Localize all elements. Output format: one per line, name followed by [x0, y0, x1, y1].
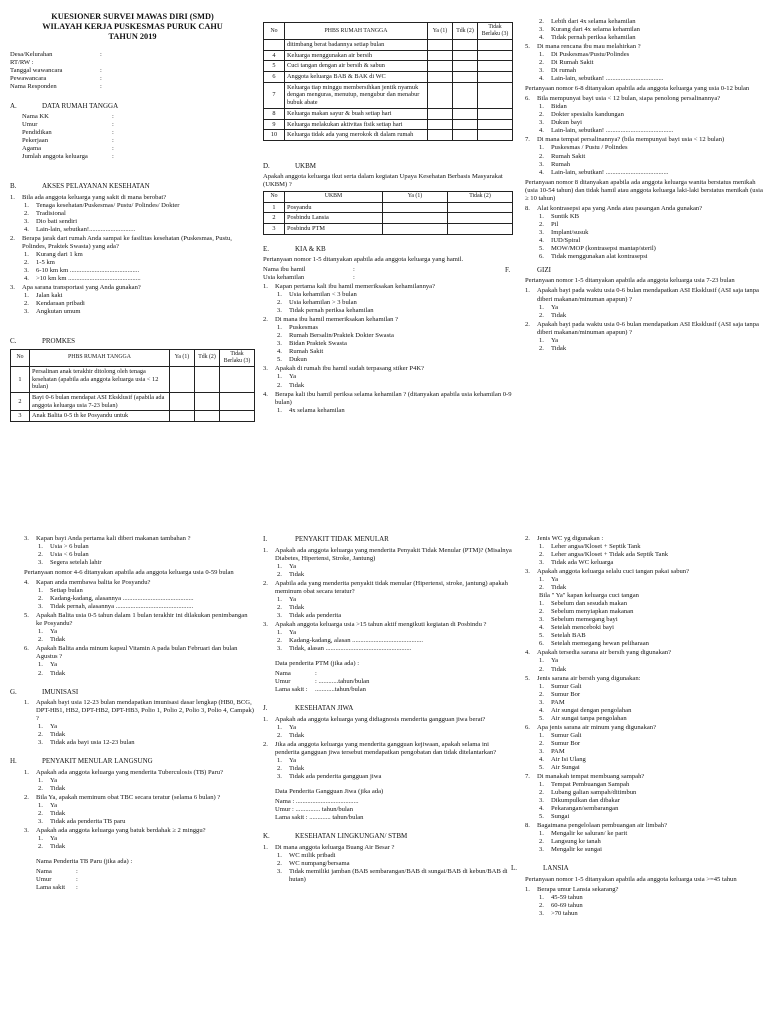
table-row: 2 Posbindu Lansia [264, 213, 513, 224]
answer-cell[interactable] [448, 213, 513, 224]
page-bottom-half [0, 520, 768, 1025]
answer-cell[interactable] [428, 119, 453, 130]
table-row: 4 Keluarga menggunakan air bersih [264, 50, 513, 61]
answer-cell[interactable] [478, 108, 513, 119]
table-row: ditimbang berat badannya setiap bulan [264, 40, 513, 51]
answer-cell[interactable] [453, 82, 478, 108]
table-row: 1 Persalinan anak terakhir ditolong oleh tenaga kesehatan (apabila ada anggota keluarga usia < 12 bulan) [11, 366, 255, 392]
phbs-table-part2: No PHBS RUMAH TANGGA Ya (1) Tdk (2) Tidak Berlaku (3) ditimbang berat badannya setiap bulan 4 Keluarga menggunakan air bersih 5 Cuci tangan dengan air bersih & sabun 6 Anggota keluarga BAB & BAK di WC 7 Keluarga tiap minggu membersihkan jentik nyamuk dengan menguras, menutup, mengubur dan menabur bubuk abate 8 Keluarga makan sayur & buah setiap hari 9 Keluarga melakukan aktivitas fisik setiap hari 10 Keluarga tidak ada yang merokok di dalam rumah [263, 22, 513, 141]
ukbm-table: No UKBM Ya (1) Tidak (2) 1 Posyandu 2 Posbindu Lansia 3 Posbindu PTM [263, 191, 513, 234]
section-b-questions: 1. Bila ada anggota keluarga yang sakit di mana berobat? 1. Tenaga kesehatan/Puskesmas/ Pustu/ Polindes/ Dokter 2. Tradisional 3. Dio bati sendiri 4. Lain-lain, sebutkan!............................ 2. Berapa jarak dari rumah Anda sampai ke fasilitas kesehatan (Puskesmas, Pustu, Polindes, Praktek Swasta) yang ada? 1. Kurang dari 1 km 2. 1-5 km 3. 6-10 km km .......................................... 4. >10 km km ............................................ 3. Apa sarana transportasi yang Anda gunakan? 1. Jalan kaki 2. Kendaraan pribadi 3. Angkutan umum [10, 193, 232, 316]
table-row: 5 Cuci tangan dengan air bersih & sabun [264, 61, 513, 72]
answer-cell[interactable] [170, 392, 195, 410]
answer-cell[interactable] [428, 72, 453, 83]
table-row: 8 Keluarga makan sayur & buah setiap hari [264, 108, 513, 119]
answer-cell[interactable] [453, 72, 478, 83]
section-g-heading: G. IMUNISASI [10, 687, 79, 696]
answer-cell[interactable] [220, 366, 255, 392]
answer-cell[interactable] [170, 411, 195, 422]
answer-cell[interactable] [478, 61, 513, 72]
answer-cell[interactable] [383, 213, 448, 224]
answer-cell[interactable] [478, 72, 513, 83]
header-field: Desa/Kelurahan : [10, 51, 102, 59]
answer-cell[interactable] [383, 223, 448, 234]
answer-cell[interactable] [453, 40, 478, 51]
section-j-heading: J. KESEHATAN JIWA [263, 704, 354, 713]
column-5: I. PENYAKIT TIDAK MENULAR 1. Apakah ada anggota keluarga yang menderita Penyakit Tidak Menular (PTM)? (Misalnya Diabetes, Hipertensi, Stroke, Jantung) 1. Ya 2. Tidak 2. Apabila ada yang menderita penyakit tidak menular (Hipertensi, stroke, jantung) apakah meminum obat secara teratur? 1. Ya 2. Tidak 3. Tidak ada penderita 3. Apakah anggota keluarga usia >15 tahun aktif mengikuti kegiatan di Posbindu ? 1. Ya 2. Kadang-kadang, alasan ........................................... 3. Tidak, alasan .................................................... Data penderita PTM (jika ada) : Nama : Umur : ............tahun/bulan Lama sakit : ............tahun/bulan J. KESEHATAN JIWA 1. Apakah ada anggota keluarga yang didiagnosis menderita gangguan jiwa berat? 1. Ya 2. Tidak 2. Jika ada anggota keluarga yang menderita gangguan kejiwaan, apakah selama ini penderita gangguan jiwa tersebut mendapatkan pengobatan dan tidak ditelantarkan? 1. Ya 2. Tidak 3. Tidak ada penderita gangguan jiwa Data Penderita Gangguan Jiwa (jika ada) Nama : ...................................... Umur : ............... tahun/bulan Lama sakit : ............. tahun/bulan K. KESEHATAN LINGKUNGAN/ STBM 1. Di mana anggota keluarga Buang Air Besar ? 1. WC milik pribadi 2. WC numpang/bersama 3. Tidak memiliki jamban (BAB sembarangan/BAB di sungai/BAB di kebun/BAB di hutan) [263, 535, 512, 883]
answer-cell[interactable] [478, 82, 513, 108]
section-c-heading: C. PROMKES [10, 337, 76, 346]
column-2: No PHBS RUMAH TANGGA Ya (1) Tdk (2) Tidak Berlaku (3) ditimbang berat badannya setiap bulan 4 Keluarga menggunakan air bersih 5 Cuci tangan dengan air bersih & sabun 6 Anggota keluarga BAB & BAK di WC 7 Keluarga tiap minggu membersihkan jentik nyamuk dengan menguras, menutup, mengubur dan menabur bubuk abate 8 Keluarga makan sayur & buah setiap hari 9 Keluarga melakukan aktivitas fisik setiap hari 10 Keluarga tidak ada yang merokok di dalam rumah D. UKBM Apakah anggota keluarga ikut serta dalam kegiatan Upaya Kesehatan Berbasis Masyarakat (UKBM) ? No UKBM Ya (1) Tidak (2) 1 Posyandu 2 Posbindu Lansia 3 Posbindu PTM E. KIA & KB Pertanyaan nomor 1-5 ditanyakan apabila ada anggota keluarga yang hamil. Nama ibu hamil : Usia kehamilan : 1. Kapan pertama kali ibu hamil memeriksakan kehamilannya? 1. Usia kehamilan < 3 bulan 2. Usia kehamilan > 3 bulan 3. Tidak pernah periksa kehamilan 2. Di mana ibu hamil memeriksakan kehamilan ? 1. Puskesmas 2. Rumah Bersalin/Praktek Dokter Swasta 3. Bidan Praktek Swasta 4. Rumah Sakit 5. Dukun 3. Apakah di rumah ibu hamil sudah terpasang stiker P4K? 1. Ya 2. Tidak 4. Berapa kali ibu hamil periksa selama kehamilan ? (ditanyakan apabila usia kehamilan 0-9 bulan) 1. 4x selama kehamilan [263, 24, 512, 414]
section-a-fields: Nama KK : Umur : Pendidikan : Pekerjaan : Agama : Jumlah anggota keluarga : [22, 113, 114, 161]
table-row: 6 Anggota keluarga BAB & BAK di WC [264, 72, 513, 83]
section-a-heading: A. DATA RUMAH TANGGA [10, 101, 119, 110]
section-f-heading: F. GIZI [505, 265, 551, 274]
header-field: Pewawancara : [10, 75, 102, 83]
section-e-intro: Pertanyaan nomor 1-5 ditanyakan apabila ada anggota keluarga yang hamil. [263, 256, 464, 264]
header-field: Nama Responden : [10, 83, 102, 91]
answer-cell[interactable] [453, 108, 478, 119]
answer-cell[interactable] [428, 82, 453, 108]
table-row: 7 Keluarga tiap minggu membersihkan jentik nyamuk dengan menguras, menutup, mengubur dan menabur bubuk abate [264, 82, 513, 108]
title-line: WILAYAH KERJA PUSKESMAS PURUK CAHU [42, 21, 223, 31]
table-row: 3 Anak Balita 0-5 th ke Posyandu untuk [11, 411, 255, 422]
title-line: TAHUN 2019 [108, 31, 157, 41]
answer-cell[interactable] [428, 50, 453, 61]
section-b-heading: B. AKSES PELAYANAN KESEHATAN [10, 182, 150, 191]
answer-cell[interactable] [428, 61, 453, 72]
header-field: RT/RW : [10, 59, 34, 67]
answer-cell[interactable] [195, 392, 220, 410]
column-3: 2. Lebih dari 4x selama kehamilan 3. Kurang dari 4x selama kehamilan 4. Tidak pernah periksa kehamilan 5. Di mana rencana ibu mau melahirkan ? 1. Di Puskesmas/Pustu/Polindes 2. Di Rumah Sakit 3. Di rumah 4. Lain-lain, sebutkan! ................................... Pertanyaan nomor 6-8 ditanyakan apabila ada anggota keluarga yang usia 0-12 bulan 6. Bila mempunyai bayi usia < 12 bulan, siapa penolong persalinannya? 1. Bidan 2. Dokter spesialis kandungan 3. Dukun bayi 4. Lain-lain, sebutkan! ......................................... 7. Di mana tempat persalinannya? (bila mempunyai bayi usia < 12 bulan) 1. Puskesmas / Pustu / Polindes 2. Rumah Sakit 3. Rumah 4. Lain-lain, sebutkan! ...................................... Pertanyaan nomor 8 ditanyakan apabila ada anggota keluarga wanita berstatus menikah (usia 10-54 tahun) dan tidak hamil atau anggota keluarga laki-laki berstatus menikah (usia ≥ 10 tahun) 8. Alat kontrasepsi apa yang Anda atau pasangan Anda gunakan? 1. Suntik KB 2. Pil 3. Implant/susuk 4. IUD/Spiral 5. MOW/MOP (kontrasepsi mantap/steril) 6. Tidak menggunakan alat kontrasepsi F. GIZI Pertanyaan nomor 1-5 ditanyakan apabila ada anggota keluarga usia 7-23 bulan 1. Apakah bayi pada waktu usia 0-6 bulan mendapatkan ASI Eksklusif (ASI saja tanpa diberi makanan/minuman apapun) ? 1. Ya 2. Tidak 2. Apakah bayi pada waktu usia 0-6 bulan mendapatkan ASI Eksklusif (ASI saja tanpa diberi makanan/minuman apapun) ? 1. Ya 2. Tidak [505, 18, 763, 352]
answer-cell[interactable] [428, 108, 453, 119]
answer-cell[interactable] [383, 202, 448, 213]
answer-cell[interactable] [170, 366, 195, 392]
section-d-intro: Apakah anggota keluarga ikut serta dalam kegiatan Upaya Kesehatan Berbasis Masyarakat (UKBM) ? [263, 173, 503, 189]
section-h-heading: H. PENYAKIT MENULAR LANGSUNG [10, 757, 153, 766]
title-line: KUESIONER SURVEI MAWAS DIRI (SMD) [51, 12, 214, 21]
answer-cell[interactable] [220, 392, 255, 410]
table-row: 1 Posyandu [264, 202, 513, 213]
column-1 [10, 0, 255, 505]
answer-cell[interactable] [478, 40, 513, 51]
answer-cell[interactable] [448, 223, 513, 234]
phbs-table-part1: No PHBS RUMAH TANGGA Ya (1) Tdk (2) Tidak Berlaku (3) 1 Persalinan anak terakhir ditolong oleh tenaga kesehatan (apabila ada anggota keluarga usia < 12 bulan) 2 Bayi 0-6 bulan mendapat ASI Eksklusif (apabila ada anggota keluarga usia 7-23 bulan) 3 Anak Balita 0-5 th ke Posyandu untuk [10, 349, 255, 422]
table-row: 10 Keluarga tidak ada yang merokok di dalam rumah [264, 130, 513, 141]
header-fields [10, 51, 255, 91]
answer-cell[interactable] [478, 130, 513, 141]
page-top-half [0, 0, 768, 505]
answer-cell[interactable] [428, 130, 453, 141]
header-field: Tanggal wawancara : [10, 67, 102, 75]
answer-cell[interactable] [478, 119, 513, 130]
section-d-heading: D. UKBM [263, 161, 317, 170]
section-e-heading: E. KIA & KB [263, 244, 326, 253]
document-title [10, 12, 255, 41]
answer-cell[interactable] [195, 366, 220, 392]
answer-cell[interactable] [195, 411, 220, 422]
answer-cell[interactable] [428, 40, 453, 51]
table-row: 9 Keluarga melakukan aktivitas fisik setiap hari [264, 119, 513, 130]
answer-cell[interactable] [220, 411, 255, 422]
column-4: 3. Kapan bayi Anda pertama kali diberi makanan tambahan ? 1. Usia > 6 bulan 2. Usia < 6 bulan 3. Segera setelah lahir Pertanyaan nomor 4-6 ditanyakan apabila ada anggota keluarga usia 0-59 bulan 4. Kapan anda membawa balita ke Posyandu? 1. Setiap bulan 2. Kadang-kadang, alasannya ........................................... 3. Tidak pernah, alasannya ............................................... 5. Apakah Balita usia 0-5 tahun dalam 1 bulan terakhir ini dilakukan penimbangan ke Posyandu? 1. Ya 2. Tidak 6. Apakah Balita anda minum kapsul Vitamin A pada bulan Februari dan bulan Agustus ? 1. Ya 2. Tidak G. IMUNISASI 1. Apakah bayi usia 12-23 bulan mendapatkan imunisasi dasar lengkap (HB0, BCG, DPT-HB1, HB2, DPT-HB2, DPT-HB3, Polio 1, Polio 2, Polio 3, Polio 4, Campak) ? 1. Ya 2. Tidak 3. Tidak ada bayi usia 12-23 bulan H. PENYAKIT MENULAR LANGSUNG 1. Apakah ada anggota keluarga yang menderita Tuberculosis (TB) Paru? 1. Ya 2. Tidak 2. Bila Ya, apakah meminum obat TBC secara teratur (selama 6 bulan) ? 1. Ya 2. Tidak 3. Tidak ada penderita TB paru 3. Apakah ada anggota keluarga yang batuk berdahak ≥ 2 minggu? 1. Ya 2. Tidak Nama Penderita TB Paru (jika ada) : Nama : Umur : Lama sakit : [10, 535, 254, 892]
section-k-heading: K. KESEHATAN LINGKUNGAN/ STBM [263, 831, 408, 840]
answer-cell[interactable] [453, 119, 478, 130]
answer-cell[interactable] [453, 61, 478, 72]
answer-cell[interactable] [478, 50, 513, 61]
column-6: 2. Jenis WC yg digunakan : 1. Leher angsa/Kloset + Septik Tank 2. Leher angsa/Kloset + Tidak ada Septik Tank 3. Tidak ada WC keluarga 3. Apakah anggota keluarga selalu cuci tangan pakai sabun? 1. Ya 2. Tidak Bila " Ya" kapan keluarga cuci tangan 1. Sebelum dan sesudah makan 2. Sebelum menyiapkan makanan 3. Sebelum memegang bayi 4. Setelah menceboki bayi 5. Setelah BAB 6. Setelah memegang hewan peliharaan 4. Apakah tersedia sarana air bersih yang digunakan? 1. Ya 2. Tidak 5. Jenis sarana air bersih yang digunakan: 1. Sumur Gali 2. Sumur Bor 3. PAM 4. Air sungai dengan pengolahan 5. Air sungai tanpa pengolahan 6. Apa jenis sarana air minum yang digunakan? 1. Sumur Gali 2. Sumur Bor 3. PAM 4. Air Isi Ulang 5. Air Sungai 7. Di manakah tempat membuang sampah? 1. Tempat Pembuangan Sampah 2. Lubang galian sampah/ditimbun 3. Dikumpulkan dan dibakar 4. Pekarangan/sembarangan 5. Sungai 8. Bagaimana pengelolaan pembuangan air limbah? 1. Mengalir ke saluran/ ke parit 2. Langsung ke tanah 3. Mengalir ke sungai L. LANSIA Pertanyaan nomor 1-5 ditanyakan apabila ada anggota keluarga usia >=45 tahun 1. Berapa umur Lansia sekarang? 1. 45-59 tahun 2. 60-69 tahun 3. >70 tahun [525, 520, 763, 1025]
answer-cell[interactable] [453, 130, 478, 141]
table-row: 2 Bayi 0-6 bulan mendapat ASI Eksklusif (apabila ada anggota keluarga usia 7-23 bulan) [11, 392, 255, 410]
section-i-heading: I. PENYAKIT TIDAK MENULAR [263, 535, 389, 543]
answer-cell[interactable] [453, 50, 478, 61]
table-row: 3 Posbindu PTM [264, 223, 513, 234]
answer-cell[interactable] [448, 202, 513, 213]
section-l-heading: L. LANSIA [511, 864, 569, 873]
